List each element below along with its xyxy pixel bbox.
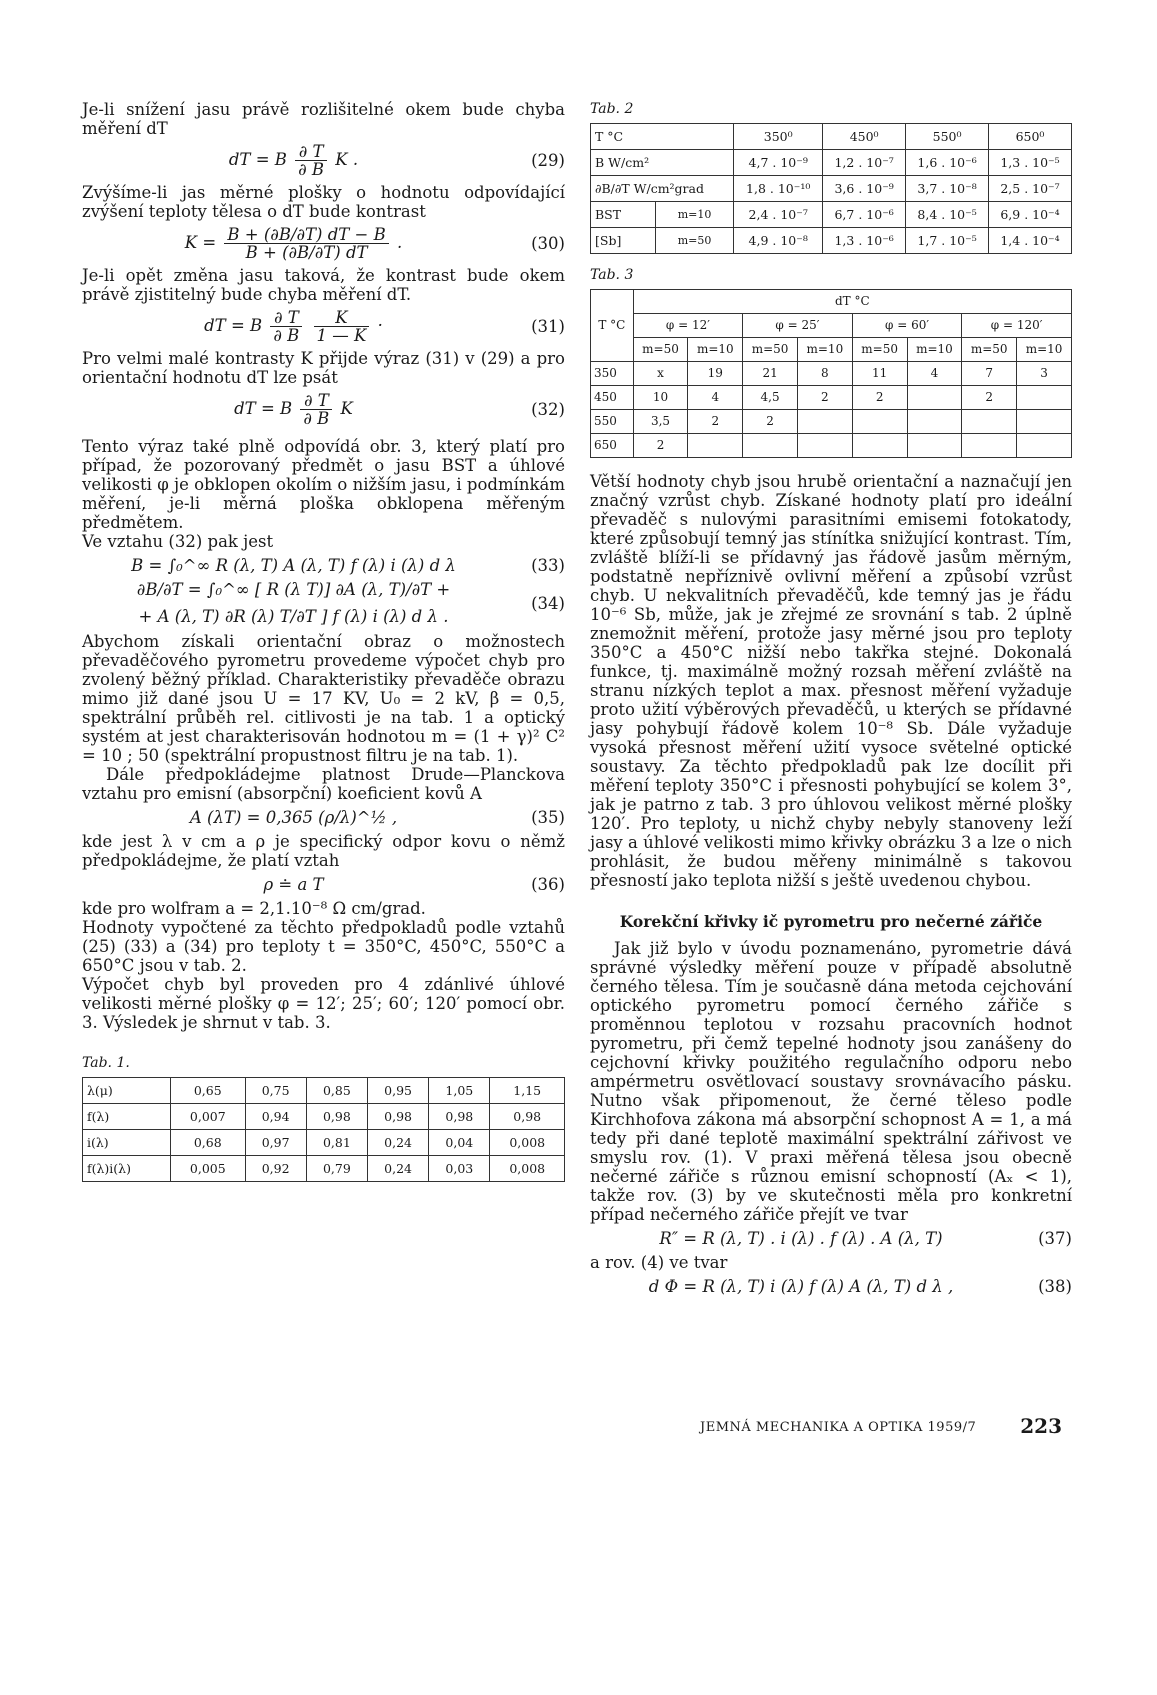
paragraph: Výpočet chyb byl proveden pro 4 zdánlivé úhlové velikosti měrné plošky φ = 12′; 25′; 60′; 120′ pomocí obr. 3. Výsledek je shrnut v tab. 3. xyxy=(82,975,565,1032)
eq-lhs: dT = B xyxy=(204,316,263,335)
table-caption: Tab. 2 xyxy=(590,101,634,117)
table-header-row xyxy=(83,1078,565,1104)
cell: 0,97 xyxy=(245,1130,306,1156)
cell: 4,9 . 10⁻⁸ xyxy=(734,228,823,254)
equation-32 xyxy=(82,392,565,427)
header-cell: 550⁰ xyxy=(906,124,989,150)
cell: f(λ) xyxy=(83,1104,171,1130)
cell xyxy=(797,434,852,458)
cell: 1,3 . 10⁻⁶ xyxy=(823,228,906,254)
cell xyxy=(1017,434,1072,458)
section-heading: Korekční křivky ič pyrometru pro nečerné zářiče xyxy=(619,912,1043,931)
paragraph: Pro velmi malé kontrasty K přijde výraz (31) v (29) a pro orientační hodnotu dT lze psát xyxy=(82,349,565,387)
cell: 1,4 . 10⁻⁴ xyxy=(989,228,1072,254)
cell: 1,8 . 10⁻¹⁰ xyxy=(734,176,823,202)
header-cell: 450⁰ xyxy=(823,124,906,150)
equation-number: (30) xyxy=(531,234,565,253)
header-cell: m=50 xyxy=(743,338,798,362)
equation-35 xyxy=(82,808,565,827)
equation-38 xyxy=(590,1277,1072,1296)
cell: 11 xyxy=(852,362,907,386)
table-row xyxy=(83,1130,565,1156)
cell: 4,7 . 10⁻⁹ xyxy=(734,150,823,176)
eq-body: B = ∫₀^∞ R (λ, T) A (λ, T) f (λ) i (λ) d λ xyxy=(131,556,456,575)
paragraph: Je-li opět změna jasu taková, že kontrast bude okem právě zjistitelný bude chyba měření dT. xyxy=(82,266,565,304)
header-cell: m=10 xyxy=(797,338,852,362)
cell: 0,98 xyxy=(306,1104,367,1130)
numerator: K xyxy=(314,309,370,327)
cell: 650 xyxy=(591,434,634,458)
cell: 3,7 . 10⁻⁸ xyxy=(906,176,989,202)
eq-body: A (λT) = 0,365 (ρ/λ)^½ , xyxy=(189,808,398,827)
cell: 10 xyxy=(633,386,688,410)
equation-37 xyxy=(590,1229,1072,1248)
header-cell: 0,85 xyxy=(306,1078,367,1104)
eq-body: d Φ = R (λ, T) i (λ) f (λ) A (λ, T) d λ , xyxy=(648,1277,954,1296)
cell: m=50 xyxy=(655,228,733,254)
paragraph: Zvýšíme-li jas měrné plošky o hodnotu odpovídající zvýšení teploty tělesa o dT bude kontrast xyxy=(82,183,565,221)
cell: 0,68 xyxy=(171,1130,245,1156)
table-row xyxy=(591,202,1072,228)
paragraph: Ve vztahu (32) pak jest xyxy=(82,532,274,551)
cell: 7 xyxy=(962,362,1017,386)
denominator: ∂ B xyxy=(273,326,300,345)
cell: 0,98 xyxy=(367,1104,428,1130)
cell: 1,2 . 10⁻⁷ xyxy=(823,150,906,176)
cell: x xyxy=(633,362,688,386)
eq-rhs: K xyxy=(340,399,353,418)
cell: 550 xyxy=(591,410,634,434)
equation-number: (29) xyxy=(531,151,565,170)
eq-line: ∂B/∂T = ∫₀^∞ [ R (λ T)] ∂A (λ, T)/∂T + xyxy=(136,580,451,599)
paragraph: a rov. (4) ve tvar xyxy=(590,1253,728,1272)
header-cell: 1,15 xyxy=(490,1078,565,1104)
cell: 2 xyxy=(633,434,688,458)
table-row xyxy=(591,434,1072,458)
cell xyxy=(1017,410,1072,434)
cell: 4 xyxy=(907,362,962,386)
cell: 0,005 xyxy=(171,1156,245,1182)
header-cell: 0,65 xyxy=(171,1078,245,1104)
cell: 0,92 xyxy=(245,1156,306,1182)
table-row xyxy=(591,362,1072,386)
cell xyxy=(688,434,743,458)
equation-33 xyxy=(82,556,565,575)
equation-number: (32) xyxy=(531,400,565,419)
cell: 1,6 . 10⁻⁶ xyxy=(906,150,989,176)
cell xyxy=(962,410,1017,434)
cell: ∂B/∂T W/cm²grad xyxy=(591,176,734,202)
cell xyxy=(852,434,907,458)
cell: 0,81 xyxy=(306,1130,367,1156)
cell: [Sb] xyxy=(591,228,656,254)
cell: i(λ) xyxy=(83,1130,171,1156)
cell: 450 xyxy=(591,386,634,410)
cell xyxy=(743,434,798,458)
cell: 3,5 xyxy=(633,410,688,434)
eq-tail: · xyxy=(377,316,383,335)
eq-rhs: K . xyxy=(335,150,359,169)
cell: f(λ)i(λ) xyxy=(83,1156,171,1182)
denominator: ∂ B xyxy=(303,409,330,428)
cell xyxy=(907,434,962,458)
equation-number: (35) xyxy=(531,808,565,827)
header-cell: m=10 xyxy=(907,338,962,362)
header-cell: 350⁰ xyxy=(734,124,823,150)
cell: 0,98 xyxy=(490,1104,565,1130)
cell: 0,94 xyxy=(245,1104,306,1130)
denominator: ∂ B xyxy=(298,160,325,179)
header-cell: 650⁰ xyxy=(989,124,1072,150)
cell: 2 xyxy=(688,410,743,434)
left-column xyxy=(82,100,565,1182)
cell: 6,7 . 10⁻⁶ xyxy=(823,202,906,228)
paragraph: kde pro wolfram a = 2,1.10⁻⁸ Ω cm/grad. xyxy=(82,899,426,918)
cell: 21 xyxy=(743,362,798,386)
paragraph: Tento výraz také plně odpovídá obr. 3, který platí pro případ, že pozorovaný předmět o jasu BST a úhlové velikosti φ je obklopen okolím o nižším jasu, i podmínkám měření, je-li měrná ploška obklopena měřeným předmětem. xyxy=(82,437,565,532)
paragraph: Abychom získali orientační obraz o možnostech převaděčového pyrometru provedeme výpočet chyb pro zvolený běžný příklad. Charakteristiky převaděče obrazu mimo již dané jsou U = 17 KV, U₀ = 2 kV, β = 0,5, spektrální průběh rel. citlivosti je na tab. 1 a optický systém at jest charakterisován hodnotou m = (1 + γ)² C² = 10 ; 50 (spektrální propustnost filtru je na tab. 1). xyxy=(82,632,565,765)
paragraph: Větší hodnoty chyb jsou hrubě orientační a naznačují jen značný vzrůst chyb. Získané hodnoty platí pro ideální převaděč s nulovými parasitními emisemi fotokatody, které způsobují temný jas stínítka snižující kontrast. Tím, zvláště blíží-li se přídavný jas řádově jasům měrným, podstatně nepříznivě ovlivní měření a způsobí vzrůst chyb. U nekvalitních převaděčů, kde temný jas je řádu 10⁻⁶ Sb, může, jak je zřejmé ze srovnání s tab. 2 úplně znemožnit měření, protože jasy měrné jsou pro teploty 350°C a 450°C nižší nebo takřka stejné. Dokonalá funkce, tj. maximálně možný rozsah měření zvláště na stranu nízkých teplot a max. přesnost měření vyžaduje proto užití výběrových převaděčů, u kterých se přídavné jasy pohybují řádově kolem 10⁻⁸ Sb. Dále vyžaduje vysoká přesnost měření užití vysoce světelné optické soustavy. Za těchto předpokladů pak lze docílit při měření teploty 350°C i přesnosti pohybující se kolem 3°, jak je patrno z tab. 3 pro úhlovou velikost měrné plošky 120′. Pro teploty, u nichž chyby nebyly stanoveny leží jasy a úhlové velikosti mimo křivky obrázku 3 a lze o nich prohlásit, že budou měřeny minimálně s takovou přesností jako teplota nižší s ještě uvedenou chybou. xyxy=(590,472,1072,890)
cell: 6,9 . 10⁻⁴ xyxy=(989,202,1072,228)
equation-29 xyxy=(82,143,565,178)
header-cell: φ = 120′ xyxy=(962,314,1072,338)
table-header-row xyxy=(591,338,1072,362)
cell: 2 xyxy=(743,410,798,434)
cell xyxy=(907,386,962,410)
table-3 xyxy=(590,289,1072,458)
cell: 4 xyxy=(688,386,743,410)
cell: B W/cm² xyxy=(591,150,734,176)
header-cell: m=10 xyxy=(1017,338,1072,362)
table-row xyxy=(591,410,1072,434)
cell: 2 xyxy=(852,386,907,410)
table-row xyxy=(591,228,1072,254)
numerator: B + (∂B/∂T) dT − B xyxy=(224,226,388,244)
header-cell: φ = 60′ xyxy=(852,314,962,338)
cell: 19 xyxy=(688,362,743,386)
header-cell: φ = 25′ xyxy=(743,314,853,338)
header-cell: m=10 xyxy=(688,338,743,362)
cell: 8,4 . 10⁻⁵ xyxy=(906,202,989,228)
paragraph: Hodnoty vypočtené za těchto předpokladů podle vztahů (25) (33) a (34) pro teploty t = 350°C, 450°C, 550°C a 650°C jsou v tab. 2. xyxy=(82,918,565,975)
equation-number: (38) xyxy=(1038,1277,1072,1296)
denominator: B + (∂B/∂T) dT xyxy=(245,243,368,262)
equation-31 xyxy=(82,309,565,344)
fraction xyxy=(314,309,370,344)
equation-number: (33) xyxy=(531,556,565,575)
equation-36 xyxy=(82,875,565,894)
cell xyxy=(907,410,962,434)
cell: 0,98 xyxy=(429,1104,490,1130)
equation-number: (34) xyxy=(531,593,565,613)
cell: 0,24 xyxy=(367,1156,428,1182)
table-row xyxy=(591,176,1072,202)
cell: 350 xyxy=(591,362,634,386)
header-cell: m=50 xyxy=(962,338,1017,362)
header-cell: T °C xyxy=(591,290,634,362)
header-cell: φ = 12′ xyxy=(633,314,743,338)
fraction xyxy=(270,309,302,344)
fraction xyxy=(224,226,388,261)
header-cell: m=50 xyxy=(852,338,907,362)
fraction xyxy=(295,143,327,178)
cell: m=10 xyxy=(655,202,733,228)
table-2 xyxy=(590,123,1072,254)
cell xyxy=(962,434,1017,458)
header-cell: 0,95 xyxy=(367,1078,428,1104)
paragraph: Dále předpokládejme platnost Drude—Planckova vztahu pro emisní (absorpční) koeficient kovů A xyxy=(82,765,565,803)
cell xyxy=(1017,386,1072,410)
cell: 2,4 . 10⁻⁷ xyxy=(734,202,823,228)
eq-body: R″ = R (λ, T) . i (λ) . f (λ) . A (λ, T) xyxy=(659,1229,943,1248)
numerator: ∂ T xyxy=(270,309,302,327)
numerator: ∂ T xyxy=(295,143,327,161)
cell: 1,3 . 10⁻⁵ xyxy=(989,150,1072,176)
paragraph: kde jest λ v cm a ρ je specifický odpor kovu o němž předpokládejme, že platí vztah xyxy=(82,832,565,870)
cell: 0,04 xyxy=(429,1130,490,1156)
eq-tail: . xyxy=(396,233,403,252)
table-row xyxy=(83,1104,565,1130)
eq-lhs: K = xyxy=(184,233,217,252)
cell: 8 xyxy=(797,362,852,386)
cell: 0,008 xyxy=(490,1156,565,1182)
header-cell: dT °C xyxy=(633,290,1071,314)
journal-footer: JEMNÁ MECHANIKA A OPTIKA 1959/7 xyxy=(700,1420,977,1435)
paragraph: Jak již bylo v úvodu poznamenáno, pyrometrie dává správné výsledky měření pouze v případě absolutně černého tělesa. Tím je současně dána metoda cejchování optického pyrometru pomocí černého zářiče s proměnnou teplotou v rozsahu pracovních hodnot pyrometru, při čemž tepelné hodnoty jsou zanášeny do cejchovní křivky použitého regulačního odporu nebo ampérmetru osvětlovací soustavy srovnávacího pásku. Nutno však připomenout, že černé těleso podle Kirchhofova zákona má absorpční schopnost A = 1, a má tedy při dané teplotě maximální spektrální zářivost ve smyslu rov. (1). V praxi měřená tělesa jsou obecně nečerné zářiče s různou emisní schopností (Aₓ < 1), takže rov. (3) by ve skutečnosti měla pro konkretní případ nečerného zářiče přejít ve tvar xyxy=(590,939,1072,1224)
cell: 1,7 . 10⁻⁵ xyxy=(906,228,989,254)
cell: 0,03 xyxy=(429,1156,490,1182)
table-row xyxy=(591,386,1072,410)
eq-body: ρ ≐ a T xyxy=(263,875,324,894)
table-caption: Tab. 3 xyxy=(590,267,634,283)
fraction xyxy=(300,392,332,427)
header-cell: 1,05 xyxy=(429,1078,490,1104)
cell: 2,5 . 10⁻⁷ xyxy=(989,176,1072,202)
header-cell: m=50 xyxy=(633,338,688,362)
table-row xyxy=(591,150,1072,176)
table-header-row xyxy=(591,314,1072,338)
header-cell: λ(μ) xyxy=(83,1078,171,1104)
paragraph: Je-li snížení jasu právě rozlišitelné okem bude chyba měření dT xyxy=(82,100,565,138)
cell: 0,79 xyxy=(306,1156,367,1182)
eq-line: + A (λ, T) ∂R (λ) T/∂T ] f (λ) i (λ) d λ . xyxy=(138,607,449,626)
header-cell: T °C xyxy=(591,124,734,150)
eq-lhs: dT = B xyxy=(228,150,287,169)
cell: 0,007 xyxy=(171,1104,245,1130)
page-number: 223 xyxy=(1020,1414,1062,1438)
cell: 0,008 xyxy=(490,1130,565,1156)
table-row xyxy=(83,1156,565,1182)
numerator: ∂ T xyxy=(300,392,332,410)
equation-number: (36) xyxy=(531,875,565,894)
equation-30 xyxy=(82,226,565,261)
cell: 3,6 . 10⁻⁹ xyxy=(823,176,906,202)
denominator: 1 — K xyxy=(316,326,367,345)
table-header-row xyxy=(591,124,1072,150)
equation-34 xyxy=(82,580,565,626)
table-1 xyxy=(82,1077,565,1182)
eq-lhs: dT = B xyxy=(234,399,293,418)
equation-number: (31) xyxy=(531,317,565,336)
cell: 3 xyxy=(1017,362,1072,386)
cell: BST xyxy=(591,202,656,228)
cell xyxy=(852,410,907,434)
table-header-row xyxy=(591,290,1072,314)
equation-number: (37) xyxy=(1038,1229,1072,1248)
cell xyxy=(797,410,852,434)
cell: 4,5 xyxy=(743,386,798,410)
table-caption: Tab. 1. xyxy=(82,1055,130,1071)
cell: 2 xyxy=(797,386,852,410)
header-cell: 0,75 xyxy=(245,1078,306,1104)
cell: 0,24 xyxy=(367,1130,428,1156)
right-column xyxy=(590,100,1072,1301)
cell: 2 xyxy=(962,386,1017,410)
